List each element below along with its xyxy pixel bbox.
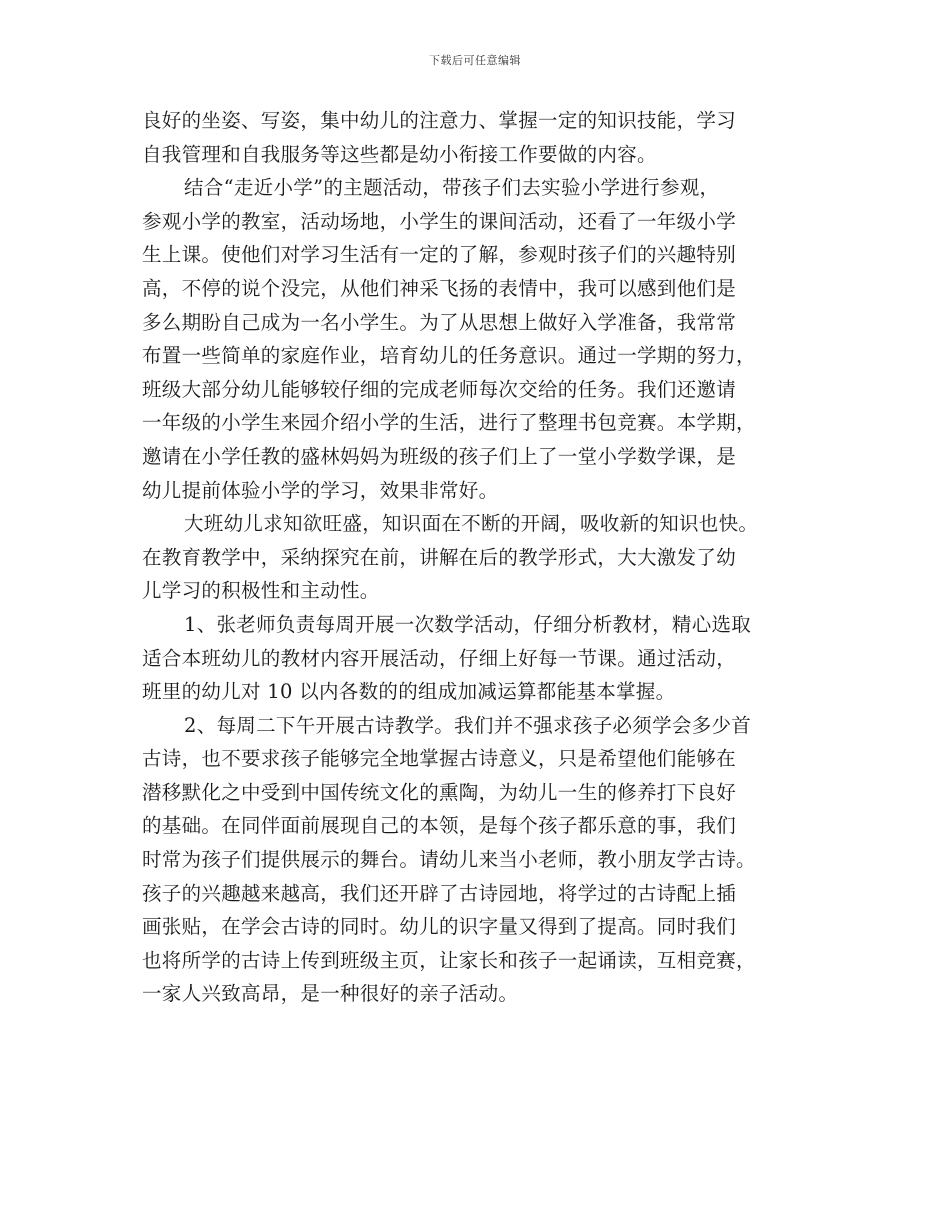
text-line: 高，不停的说个没完，从他们神采飞扬的表情中，我可以感到他们是 [142,276,737,300]
text-line: 幼儿提前体验小学的学习，效果非常好。 [142,478,499,502]
text-line: 布置一些简单的家庭作业，培育幼儿的任务意识。通过一学期的努力， [142,344,756,368]
text-line: 古诗，也不要求孩子能够完全地掌握古诗意义，只是希望他们能够在 [142,747,737,771]
text-line: 1、张老师负责每周开展一次数学活动，仔细分析教材，精心选取 [184,612,752,636]
text-line: 多么期盼自己成为一名小学生。为了从思想上做好入学准备，我常常 [142,310,737,334]
text-line: 也将所学的古诗上传到班级主页，让家长和孩子一起诵读，互相竞赛， [142,948,756,972]
text-line: 一家人兴致高昂，是一种很好的亲子活动。 [142,982,519,1006]
text-line: 时常为孩子们提供展示的舞台。请幼儿来当小老师，教小朋友学古诗。 [142,848,756,872]
text-line: 适合本班幼儿的教材内容开展活动，仔细上好每一节课。通过活动， [142,646,737,670]
text-line: 儿学习的积极性和主动性。 [142,579,380,603]
text-line: 良好的坐姿、写姿，集中幼儿的注意力、掌握一定的知识技能，学习 [142,109,737,132]
text-line: 潜移默化之中受到中国传统文化的熏陶，为幼儿一生的修养打下良好 [142,780,737,804]
text-line: 大班幼儿求知欲旺盛，知识面在不断的开阔，吸收新的知识也快。 [184,512,759,536]
text-line: 在教育教学中，采纳探究在前，讲解在后的教学形式，大大激发了幼 [142,545,737,569]
text-line: 孩子的兴趣越来越高，我们还开辟了古诗园地，将学过的古诗配上插 [142,881,737,905]
text-line: 一年级的小学生来园介绍小学的生活，进行了整理书包竞赛。本学期， [142,411,756,435]
page-header: 下载后可任意编辑 [429,54,521,67]
text-line: 自我管理和自我服务等这些都是幼小衔接工作要做的内容。 [142,142,657,166]
text-line: 班级大部分幼儿能够较仔细的完成老师每次交给的任务。我们还邀请 [142,377,737,401]
text-line: 结合“走近小学”的主题活动，带孩子们去实验小学进行参观， [184,176,720,200]
text-line: 生上课。使他们对学习生活有一定的了解，参观时孩子们的兴趣特别 [142,243,737,267]
document-body [142,104,822,1011]
text-line: 班里的幼儿对 10 以内各数的的组成加减运算都能基本掌握。 [142,680,676,704]
text-line: 画张贴，在学会古诗的同时。幼儿的识字量又得到了提高。同时我们 [142,915,737,939]
text-line: 参观小学的教室，活动场地，小学生的课间活动，还看了一年级小学 [142,209,737,233]
text-line: 2、每周二下午开展古诗教学。我们并不强求孩子必须学会多少首 [184,713,752,737]
text-line: 邀请在小学任教的盛林妈妈为班级的孩子们上了一堂小学数学课，是 [142,444,737,468]
text-line: 的基础。在同伴面前展现自己的本领，是每个孩子都乐意的事，我们 [142,814,737,838]
